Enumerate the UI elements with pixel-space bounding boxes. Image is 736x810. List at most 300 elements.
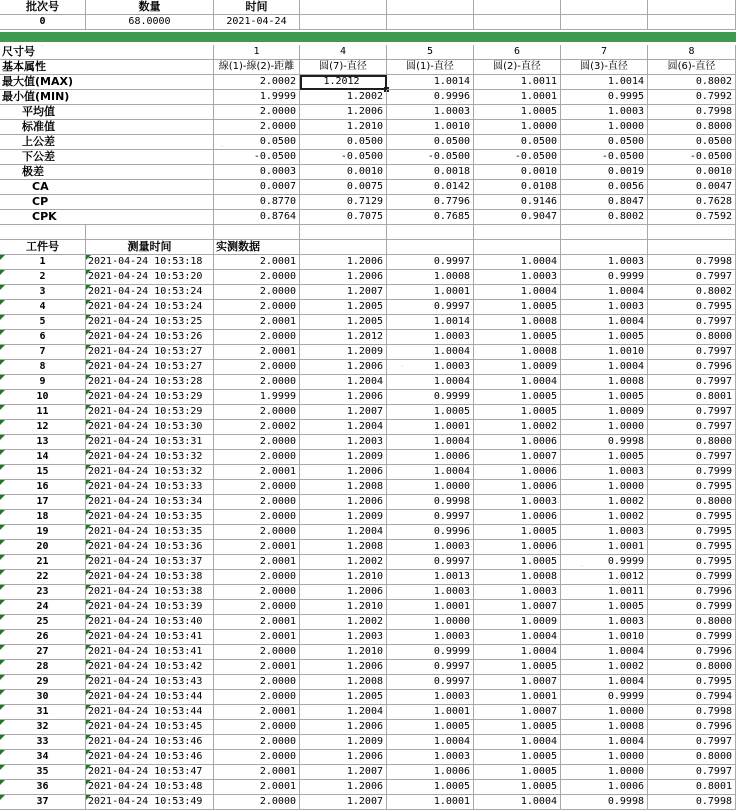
measure-time[interactable]: 2021-04-24 10:53:48 xyxy=(86,780,214,795)
measured-value[interactable]: 1.2009 xyxy=(300,345,387,360)
stat-label[interactable]: 最小值(MIN) xyxy=(0,90,214,105)
measured-value[interactable]: 0.7997 xyxy=(648,270,736,285)
measured-value[interactable]: 0.8000 xyxy=(648,750,736,765)
empty-cell[interactable] xyxy=(648,225,736,240)
stat-value[interactable]: 0.7129 xyxy=(300,195,387,210)
time-label[interactable]: 时间 xyxy=(214,0,300,15)
measure-time[interactable]: 2021-04-24 10:53:46 xyxy=(86,735,214,750)
measured-value[interactable]: 0.8000 xyxy=(648,330,736,345)
part-number[interactable]: 4 xyxy=(0,300,86,315)
stat-value[interactable]: -0.0500 xyxy=(561,150,648,165)
measured-value[interactable]: 1.0003 xyxy=(387,750,474,765)
measured-value[interactable]: 1.0004 xyxy=(561,285,648,300)
measure-time[interactable]: 2021-04-24 10:53:27 xyxy=(86,360,214,375)
measured-value[interactable]: 1.2007 xyxy=(300,765,387,780)
empty-cell[interactable] xyxy=(561,0,648,15)
measured-value[interactable]: 0.8000 xyxy=(648,660,736,675)
measured-value[interactable]: 0.7999 xyxy=(648,570,736,585)
measured-value[interactable]: 1.0008 xyxy=(474,570,561,585)
measured-value[interactable]: 0.7995 xyxy=(648,300,736,315)
measured-value[interactable]: 2.0001 xyxy=(214,660,300,675)
stat-value[interactable]: 0.9995 xyxy=(561,90,648,105)
measured-value[interactable]: 1.0004 xyxy=(474,795,561,810)
stat-label[interactable]: 平均值 xyxy=(0,105,214,120)
part-number[interactable]: 13 xyxy=(0,435,86,450)
measured-value[interactable]: 1.0005 xyxy=(474,525,561,540)
stat-value[interactable]: 0.0056 xyxy=(561,180,648,195)
empty-cell[interactable] xyxy=(474,15,561,30)
stat-value[interactable]: -0.0500 xyxy=(214,150,300,165)
measure-time[interactable]: 2021-04-24 10:53:24 xyxy=(86,300,214,315)
measured-value[interactable]: 2.0001 xyxy=(214,630,300,645)
stat-value[interactable]: 0.8764 xyxy=(214,210,300,225)
measured-value[interactable]: 0.7996 xyxy=(648,585,736,600)
measured-value[interactable]: 1.0000 xyxy=(561,750,648,765)
measured-value[interactable]: 1.0005 xyxy=(561,330,648,345)
measure-time[interactable]: 2021-04-24 10:53:38 xyxy=(86,570,214,585)
stat-value[interactable]: 0.7992 xyxy=(648,90,736,105)
measured-value[interactable]: 0.7999 xyxy=(648,600,736,615)
dimension-name[interactable]: 圆(7)-直径 xyxy=(300,60,387,75)
dimension-name[interactable]: 圆(1)-直径 xyxy=(387,60,474,75)
measured-value[interactable]: 1.0004 xyxy=(561,735,648,750)
measured-value[interactable]: 2.0001 xyxy=(214,255,300,270)
measured-value[interactable]: 1.2009 xyxy=(300,450,387,465)
stat-value[interactable]: 0.0500 xyxy=(648,135,736,150)
measured-value[interactable]: 0.7997 xyxy=(648,315,736,330)
empty-cell[interactable] xyxy=(300,0,387,15)
measured-value[interactable]: 2.0001 xyxy=(214,315,300,330)
attribute-label[interactable]: 基本属性 xyxy=(0,60,214,75)
stat-value[interactable]: 1.0005 xyxy=(474,105,561,120)
measured-value[interactable]: 1.0005 xyxy=(474,720,561,735)
measured-value[interactable]: 0.7999 xyxy=(648,465,736,480)
measured-value[interactable]: 2.0002 xyxy=(214,420,300,435)
measured-value[interactable]: 0.7997 xyxy=(648,375,736,390)
stat-value[interactable]: 0.7998 xyxy=(648,105,736,120)
stat-value[interactable]: 0.0007 xyxy=(214,180,300,195)
stat-value[interactable]: 0.0142 xyxy=(387,180,474,195)
measured-value[interactable]: 1.0005 xyxy=(387,780,474,795)
measured-value[interactable]: 1.0005 xyxy=(474,390,561,405)
measured-value[interactable]: 1.0009 xyxy=(474,615,561,630)
stat-value[interactable]: 0.7075 xyxy=(300,210,387,225)
measured-value[interactable]: 2.0000 xyxy=(214,585,300,600)
size-label[interactable]: 尺寸号 xyxy=(0,45,214,60)
dimension-id[interactable]: 4 xyxy=(300,45,387,60)
measured-value[interactable]: 0.7996 xyxy=(648,360,736,375)
measured-value[interactable]: 1.2012 xyxy=(300,330,387,345)
dimension-id[interactable]: 6 xyxy=(474,45,561,60)
part-number[interactable]: 29 xyxy=(0,675,86,690)
stat-value[interactable]: 0.7685 xyxy=(387,210,474,225)
measured-value[interactable]: 0.7994 xyxy=(648,690,736,705)
measured-value[interactable]: 1.0004 xyxy=(387,345,474,360)
measured-value[interactable]: 1.0007 xyxy=(474,705,561,720)
measured-value[interactable]: 1.0011 xyxy=(561,585,648,600)
part-number[interactable]: 5 xyxy=(0,315,86,330)
part-number-header[interactable]: 工件号 xyxy=(0,240,86,255)
measure-time[interactable]: 2021-04-24 10:53:25 xyxy=(86,315,214,330)
stat-value[interactable]: 1.2002 xyxy=(300,90,387,105)
stat-value[interactable]: 0.7796 xyxy=(387,195,474,210)
part-number[interactable]: 12 xyxy=(0,420,86,435)
measured-value[interactable]: 1.0006 xyxy=(474,435,561,450)
measured-value[interactable]: 1.0001 xyxy=(387,285,474,300)
measure-time[interactable]: 2021-04-24 10:53:32 xyxy=(86,465,214,480)
measured-value[interactable]: 1.0001 xyxy=(474,690,561,705)
measured-value[interactable]: 1.2004 xyxy=(300,420,387,435)
measure-time[interactable]: 2021-04-24 10:53:20 xyxy=(86,270,214,285)
measured-value[interactable]: 2.0000 xyxy=(214,795,300,810)
measured-value[interactable]: 1.0004 xyxy=(561,645,648,660)
measured-value[interactable]: 1.0008 xyxy=(387,270,474,285)
measured-data-header[interactable]: 实测数据 xyxy=(214,240,300,255)
measured-value[interactable]: 0.7995 xyxy=(648,510,736,525)
measured-value[interactable]: 1.0003 xyxy=(474,270,561,285)
measured-value[interactable]: 1.0010 xyxy=(561,345,648,360)
empty-cell[interactable] xyxy=(561,240,648,255)
measured-value[interactable]: 0.7997 xyxy=(648,420,736,435)
empty-cell[interactable] xyxy=(648,0,736,15)
measure-time[interactable]: 2021-04-24 10:53:30 xyxy=(86,420,214,435)
measured-value[interactable]: 1.0003 xyxy=(387,585,474,600)
measured-value[interactable]: 0.8002 xyxy=(648,285,736,300)
measured-value[interactable]: 2.0001 xyxy=(214,540,300,555)
measured-value[interactable]: 1.0006 xyxy=(387,450,474,465)
measure-time-header[interactable]: 测量时间 xyxy=(86,240,214,255)
stat-value[interactable]: 0.9146 xyxy=(474,195,561,210)
measured-value[interactable]: 1.0005 xyxy=(387,720,474,735)
stat-value[interactable]: 1.2010 xyxy=(300,120,387,135)
measure-time[interactable]: 2021-04-24 10:53:35 xyxy=(86,510,214,525)
measured-value[interactable]: 2.0000 xyxy=(214,750,300,765)
measured-value[interactable]: 1.2006 xyxy=(300,660,387,675)
dimension-id[interactable]: 5 xyxy=(387,45,474,60)
dimension-name[interactable]: 圆(2)-直径 xyxy=(474,60,561,75)
measured-value[interactable]: 1.0004 xyxy=(387,435,474,450)
measured-value[interactable]: 0.9997 xyxy=(387,300,474,315)
measured-value[interactable]: 0.9998 xyxy=(561,435,648,450)
measured-value[interactable]: 1.0012 xyxy=(561,570,648,585)
measured-value[interactable]: 0.7998 xyxy=(648,255,736,270)
measured-value[interactable]: 2.0001 xyxy=(214,780,300,795)
measured-value[interactable]: 0.7995 xyxy=(648,555,736,570)
stat-label[interactable]: 标准值 xyxy=(0,120,214,135)
measured-value[interactable]: 1.0009 xyxy=(561,405,648,420)
measured-value[interactable]: 1.0005 xyxy=(474,405,561,420)
measured-value[interactable]: 1.0003 xyxy=(561,615,648,630)
part-number[interactable]: 34 xyxy=(0,750,86,765)
empty-cell[interactable] xyxy=(0,225,86,240)
measured-value[interactable]: 0.7997 xyxy=(648,735,736,750)
measured-value[interactable]: 2.0001 xyxy=(214,705,300,720)
part-number[interactable]: 11 xyxy=(0,405,86,420)
measure-time[interactable]: 2021-04-24 10:53:47 xyxy=(86,765,214,780)
measured-value[interactable]: 0.8000 xyxy=(648,495,736,510)
measure-time[interactable]: 2021-04-24 10:53:42 xyxy=(86,660,214,675)
measured-value[interactable]: 1.0008 xyxy=(474,345,561,360)
measured-value[interactable]: 2.0000 xyxy=(214,600,300,615)
measured-value[interactable]: 1.0006 xyxy=(474,540,561,555)
measured-value[interactable]: 1.0005 xyxy=(474,660,561,675)
empty-cell[interactable] xyxy=(474,240,561,255)
stat-label[interactable]: CA xyxy=(0,180,214,195)
stat-value[interactable]: 0.7628 xyxy=(648,195,736,210)
measured-value[interactable]: 1.0003 xyxy=(561,465,648,480)
measured-value[interactable]: 1.2008 xyxy=(300,675,387,690)
stat-value[interactable]: -0.0500 xyxy=(387,150,474,165)
stat-value[interactable]: 0.9996 xyxy=(387,90,474,105)
measured-value[interactable]: 1.0003 xyxy=(561,255,648,270)
measured-value[interactable]: 1.0002 xyxy=(561,495,648,510)
measure-time[interactable]: 2021-04-24 10:53:26 xyxy=(86,330,214,345)
measure-time[interactable]: 2021-04-24 10:53:44 xyxy=(86,705,214,720)
part-number[interactable]: 2 xyxy=(0,270,86,285)
measured-value[interactable]: 1.9999 xyxy=(214,390,300,405)
measured-value[interactable]: 0.9997 xyxy=(387,660,474,675)
measured-value[interactable]: 0.9997 xyxy=(387,510,474,525)
measured-value[interactable]: 2.0001 xyxy=(214,465,300,480)
measured-value[interactable]: 1.0000 xyxy=(561,705,648,720)
part-number[interactable]: 6 xyxy=(0,330,86,345)
measured-value[interactable]: 1.2010 xyxy=(300,570,387,585)
part-number[interactable]: 17 xyxy=(0,495,86,510)
measured-value[interactable]: 0.7996 xyxy=(648,720,736,735)
part-number[interactable]: 10 xyxy=(0,390,86,405)
measure-time[interactable]: 2021-04-24 10:53:44 xyxy=(86,690,214,705)
measured-value[interactable]: 1.0000 xyxy=(561,480,648,495)
stat-label[interactable]: 上公差 xyxy=(0,135,214,150)
part-number[interactable]: 18 xyxy=(0,510,86,525)
part-number[interactable]: 15 xyxy=(0,465,86,480)
measured-value[interactable]: 1.2006 xyxy=(300,495,387,510)
measured-value[interactable]: 1.0003 xyxy=(387,690,474,705)
stat-value[interactable]: 1.0010 xyxy=(387,120,474,135)
empty-cell[interactable] xyxy=(648,15,736,30)
stat-value[interactable]: 2.0002 xyxy=(214,75,300,90)
measured-value[interactable]: 1.2005 xyxy=(300,315,387,330)
part-number[interactable]: 27 xyxy=(0,645,86,660)
empty-cell[interactable] xyxy=(387,0,474,15)
measured-value[interactable]: 1.0004 xyxy=(387,735,474,750)
measured-value[interactable]: 1.0005 xyxy=(474,750,561,765)
measured-value[interactable]: 1.0003 xyxy=(474,495,561,510)
empty-cell[interactable] xyxy=(387,225,474,240)
measured-value[interactable]: 1.2007 xyxy=(300,285,387,300)
empty-cell[interactable] xyxy=(387,240,474,255)
measure-time[interactable]: 2021-04-24 10:53:18 xyxy=(86,255,214,270)
stat-value[interactable]: 0.0010 xyxy=(648,165,736,180)
measured-value[interactable]: 0.8001 xyxy=(648,390,736,405)
measure-time[interactable]: 2021-04-24 10:53:28 xyxy=(86,375,214,390)
measured-value[interactable]: 1.0001 xyxy=(387,600,474,615)
empty-cell[interactable] xyxy=(300,225,387,240)
batch-value[interactable]: 0 xyxy=(0,15,86,30)
empty-cell[interactable] xyxy=(474,225,561,240)
measured-value[interactable]: 0.7996 xyxy=(648,645,736,660)
measured-value[interactable]: 2.0000 xyxy=(214,405,300,420)
stat-value[interactable]: 0.0108 xyxy=(474,180,561,195)
measured-value[interactable]: 0.9999 xyxy=(561,555,648,570)
measured-value[interactable]: 1.0007 xyxy=(474,600,561,615)
measured-value[interactable]: 0.7998 xyxy=(648,795,736,810)
measured-value[interactable]: 0.7995 xyxy=(648,525,736,540)
stat-value[interactable]: 0.0500 xyxy=(214,135,300,150)
part-number[interactable]: 32 xyxy=(0,720,86,735)
measured-value[interactable]: 1.0006 xyxy=(561,780,648,795)
measured-value[interactable]: 2.0000 xyxy=(214,645,300,660)
measured-value[interactable]: 0.7995 xyxy=(648,540,736,555)
measured-value[interactable]: 1.0009 xyxy=(474,360,561,375)
stat-value[interactable]: 0.8770 xyxy=(214,195,300,210)
stat-value[interactable]: 0.8002 xyxy=(561,210,648,225)
batch-label[interactable]: 批次号 xyxy=(0,0,86,15)
part-number[interactable]: 7 xyxy=(0,345,86,360)
measured-value[interactable]: 1.0002 xyxy=(561,660,648,675)
measure-time[interactable]: 2021-04-24 10:53:37 xyxy=(86,555,214,570)
measured-value[interactable]: 2.0000 xyxy=(214,270,300,285)
quantity-value[interactable]: 68.0000 xyxy=(86,15,214,30)
stat-value[interactable]: 1.0003 xyxy=(561,105,648,120)
measured-value[interactable]: 1.2006 xyxy=(300,270,387,285)
measured-value[interactable]: 1.0005 xyxy=(561,390,648,405)
measured-value[interactable]: 1.0006 xyxy=(387,765,474,780)
measure-time[interactable]: 2021-04-24 10:53:35 xyxy=(86,525,214,540)
measured-value[interactable]: 1.0004 xyxy=(561,675,648,690)
empty-cell[interactable] xyxy=(387,15,474,30)
measured-value[interactable]: 1.0000 xyxy=(387,480,474,495)
measured-value[interactable]: 1.2004 xyxy=(300,525,387,540)
stat-value[interactable]: 1.0000 xyxy=(561,120,648,135)
stat-value[interactable]: 1.0014 xyxy=(387,75,474,90)
measured-value[interactable]: 1.0008 xyxy=(474,315,561,330)
measured-value[interactable]: 1.0004 xyxy=(474,285,561,300)
measured-value[interactable]: 0.8000 xyxy=(648,615,736,630)
measured-value[interactable]: 2.0001 xyxy=(214,765,300,780)
measured-value[interactable]: 1.2006 xyxy=(300,585,387,600)
empty-cell[interactable] xyxy=(300,15,387,30)
measured-value[interactable]: 1.2004 xyxy=(300,375,387,390)
stat-value[interactable]: 2.0000 xyxy=(214,120,300,135)
dimension-name[interactable]: 圆(6)-直径 xyxy=(648,60,736,75)
measured-value[interactable]: 1.0003 xyxy=(387,360,474,375)
measured-value[interactable]: 2.0000 xyxy=(214,570,300,585)
measured-value[interactable]: 2.0000 xyxy=(214,735,300,750)
measure-time[interactable]: 2021-04-24 10:53:33 xyxy=(86,480,214,495)
stat-value[interactable]: 0.0500 xyxy=(561,135,648,150)
measured-value[interactable]: 1.0008 xyxy=(561,720,648,735)
stat-label[interactable]: CP xyxy=(0,195,214,210)
measure-time[interactable]: 2021-04-24 10:53:32 xyxy=(86,450,214,465)
stat-value[interactable]: 0.7592 xyxy=(648,210,736,225)
measured-value[interactable]: 1.0003 xyxy=(387,330,474,345)
stat-value[interactable]: 1.0003 xyxy=(387,105,474,120)
measure-time[interactable]: 2021-04-24 10:53:27 xyxy=(86,345,214,360)
measured-value[interactable]: 1.2006 xyxy=(300,465,387,480)
measured-value[interactable]: 0.9999 xyxy=(387,645,474,660)
measure-time[interactable]: 2021-04-24 10:53:31 xyxy=(86,435,214,450)
measure-time[interactable]: 2021-04-24 10:53:29 xyxy=(86,405,214,420)
part-number[interactable]: 30 xyxy=(0,690,86,705)
measure-time[interactable]: 2021-04-24 10:53:34 xyxy=(86,495,214,510)
measured-value[interactable]: 0.7997 xyxy=(648,345,736,360)
measured-value[interactable]: 2.0000 xyxy=(214,450,300,465)
stat-value[interactable]: 0.8047 xyxy=(561,195,648,210)
measured-value[interactable]: 2.0000 xyxy=(214,285,300,300)
measured-value[interactable]: 0.8001 xyxy=(648,780,736,795)
part-number[interactable]: 28 xyxy=(0,660,86,675)
part-number[interactable]: 8 xyxy=(0,360,86,375)
measured-value[interactable]: 2.0000 xyxy=(214,675,300,690)
stat-value[interactable]: 0.0500 xyxy=(474,135,561,150)
measured-value[interactable]: 0.7997 xyxy=(648,405,736,420)
part-number[interactable]: 36 xyxy=(0,780,86,795)
measured-value[interactable]: 1.2010 xyxy=(300,645,387,660)
measured-value[interactable]: 1.0004 xyxy=(387,375,474,390)
measured-value[interactable]: 1.0006 xyxy=(474,465,561,480)
part-number[interactable]: 24 xyxy=(0,600,86,615)
measured-value[interactable]: 1.0004 xyxy=(474,645,561,660)
measured-value[interactable]: 1.2003 xyxy=(300,435,387,450)
measured-value[interactable]: 1.0004 xyxy=(474,735,561,750)
measured-value[interactable]: 1.0003 xyxy=(387,630,474,645)
measured-value[interactable]: 2.0001 xyxy=(214,345,300,360)
measured-value[interactable]: 0.8000 xyxy=(648,435,736,450)
measured-value[interactable]: 1.2010 xyxy=(300,600,387,615)
stat-value[interactable]: 1.0001 xyxy=(474,90,561,105)
stat-value[interactable]: 0.8000 xyxy=(648,120,736,135)
empty-cell[interactable] xyxy=(300,240,387,255)
measured-value[interactable]: 1.0005 xyxy=(474,555,561,570)
measured-value[interactable]: 2.0000 xyxy=(214,525,300,540)
measured-value[interactable]: 1.0005 xyxy=(561,600,648,615)
part-number[interactable]: 16 xyxy=(0,480,86,495)
measured-value[interactable]: 1.2008 xyxy=(300,540,387,555)
measure-time[interactable]: 2021-04-24 10:53:40 xyxy=(86,615,214,630)
measure-time[interactable]: 2021-04-24 10:53:36 xyxy=(86,540,214,555)
part-number[interactable]: 37 xyxy=(0,795,86,810)
measured-value[interactable]: 1.0005 xyxy=(474,780,561,795)
measured-value[interactable]: 2.0000 xyxy=(214,360,300,375)
time-value[interactable]: 2021-04-24 xyxy=(214,15,300,30)
part-number[interactable]: 31 xyxy=(0,705,86,720)
measured-value[interactable]: 0.9998 xyxy=(387,495,474,510)
empty-cell[interactable] xyxy=(214,225,300,240)
measured-value[interactable]: 0.9998 xyxy=(561,795,648,810)
measured-value[interactable]: 2.0000 xyxy=(214,720,300,735)
measure-time[interactable]: 2021-04-24 10:53:39 xyxy=(86,600,214,615)
part-number[interactable]: 20 xyxy=(0,540,86,555)
measured-value[interactable]: 1.2009 xyxy=(300,735,387,750)
dimension-name[interactable]: 線(1)-線(2)-距離 xyxy=(214,60,300,75)
measured-value[interactable]: 1.0000 xyxy=(561,765,648,780)
empty-cell[interactable] xyxy=(561,225,648,240)
stat-value[interactable]: 0.0500 xyxy=(387,135,474,150)
stat-value[interactable]: 1.0014 xyxy=(561,75,648,90)
measured-value[interactable]: 0.9999 xyxy=(561,690,648,705)
measured-value[interactable]: 0.7995 xyxy=(648,480,736,495)
measured-value[interactable]: 2.0000 xyxy=(214,510,300,525)
measured-value[interactable]: 1.2006 xyxy=(300,360,387,375)
measured-value[interactable]: 1.0007 xyxy=(474,675,561,690)
part-number[interactable]: 19 xyxy=(0,525,86,540)
measured-value[interactable]: 0.7995 xyxy=(648,675,736,690)
measured-value[interactable]: 1.2006 xyxy=(300,780,387,795)
part-number[interactable]: 9 xyxy=(0,375,86,390)
measured-value[interactable]: 1.0004 xyxy=(561,360,648,375)
stat-value[interactable]: -0.0500 xyxy=(300,150,387,165)
